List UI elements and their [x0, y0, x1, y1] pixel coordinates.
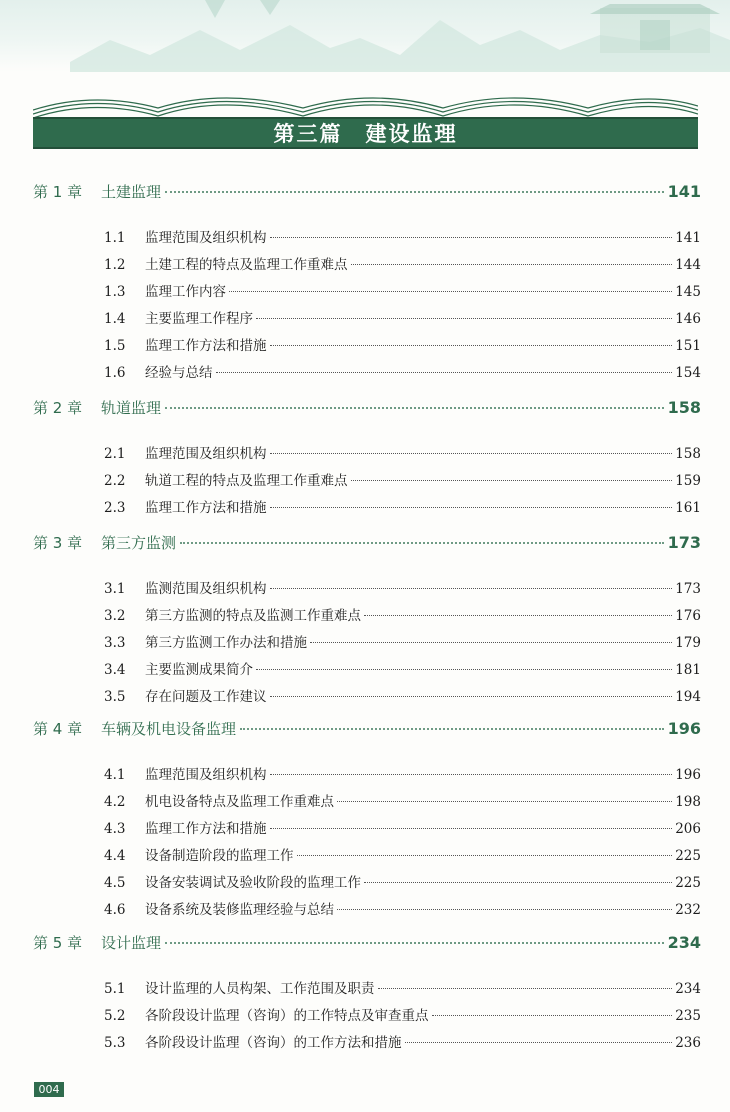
- cityscape-illustration: [0, 0, 730, 72]
- section-number: 3.5: [104, 689, 126, 705]
- chapter-page: 141: [667, 182, 701, 201]
- toc-section-row[interactable]: [104, 844, 701, 866]
- chapter-number: 第 4 章: [33, 720, 83, 738]
- toc-chapter-row[interactable]: [33, 932, 701, 956]
- chapter-page: 173: [667, 533, 701, 552]
- section-title: 监理工作方法和措施: [145, 338, 267, 354]
- dot-leader: [364, 615, 672, 616]
- section-page: 196: [675, 767, 701, 783]
- dot-leader: [270, 696, 673, 697]
- dot-leader: [297, 855, 673, 856]
- toc-chapter-row[interactable]: [33, 181, 701, 205]
- section-title: 第三方监测工作办法和措施: [145, 635, 307, 651]
- section-title: 机电设备特点及监理工作重难点: [145, 794, 334, 810]
- section-page: 144: [675, 257, 701, 273]
- toc-chapter-row[interactable]: [33, 397, 701, 421]
- dot-leader: [256, 669, 672, 670]
- toc-section-row[interactable]: [104, 442, 701, 464]
- section-number: 3.3: [104, 635, 126, 651]
- toc-section-row[interactable]: [104, 226, 701, 248]
- dot-leader: [405, 1042, 673, 1043]
- dot-leader: [378, 988, 673, 989]
- dot-leader: [270, 345, 673, 346]
- section-number: 3.1: [104, 581, 126, 597]
- section-number: 1.1: [104, 230, 126, 246]
- toc-section-row[interactable]: [104, 1004, 701, 1026]
- section-number: 3.2: [104, 608, 126, 624]
- dot-leader: [270, 828, 673, 829]
- section-title: 各阶段设计监理（咨询）的工作方法和措施: [145, 1035, 402, 1051]
- section-page: 151: [675, 338, 701, 354]
- section-title: 监理范围及组织机构: [145, 767, 267, 783]
- chapter-page: 158: [667, 398, 701, 417]
- chapter-page: 196: [667, 719, 701, 738]
- section-page: 235: [675, 1008, 701, 1024]
- section-number: 2.3: [104, 500, 126, 516]
- chapter-number: 第 2 章: [33, 399, 83, 417]
- section-page: 176: [675, 608, 701, 624]
- section-page: 234: [675, 981, 701, 997]
- section-title: 监理工作内容: [145, 284, 226, 300]
- toc-section-row[interactable]: [104, 685, 701, 707]
- toc-section-row[interactable]: [104, 1031, 701, 1053]
- dot-leader: [165, 191, 664, 193]
- toc-section-row[interactable]: [104, 253, 701, 275]
- chapter-number: 第 1 章: [33, 183, 83, 201]
- section-number: 1.3: [104, 284, 126, 300]
- chapter-number: 第 5 章: [33, 934, 83, 952]
- part-title-banner: [33, 92, 698, 154]
- dot-leader: [229, 291, 672, 292]
- section-number: 1.5: [104, 338, 126, 354]
- toc-section-row[interactable]: [104, 469, 701, 491]
- dot-leader: [180, 542, 664, 544]
- part-title-bar: [33, 117, 698, 149]
- section-page: 158: [675, 446, 701, 462]
- toc-section-row[interactable]: [104, 898, 701, 920]
- dot-leader: [270, 774, 673, 775]
- chapter-title: 轨道监理: [101, 399, 162, 417]
- dot-leader: [270, 453, 673, 454]
- toc-chapter-row[interactable]: [33, 718, 701, 742]
- toc-section-row[interactable]: [104, 280, 701, 302]
- dot-leader: [270, 507, 673, 508]
- toc-section-row[interactable]: [104, 763, 701, 785]
- dot-leader: [364, 882, 672, 883]
- section-page: 145: [675, 284, 701, 300]
- toc-section-row[interactable]: [104, 361, 701, 383]
- section-page: 181: [675, 662, 701, 678]
- dot-leader: [165, 407, 664, 409]
- section-number: 1.4: [104, 311, 126, 327]
- section-title: 监理范围及组织机构: [145, 230, 267, 246]
- section-title: 经验与总结: [145, 365, 213, 381]
- dot-leader: [337, 909, 672, 910]
- section-number: 1.6: [104, 365, 126, 381]
- section-title: 土建工程的特点及监理工作重难点: [145, 257, 348, 273]
- dot-leader: [216, 372, 673, 373]
- section-title: 监测范围及组织机构: [145, 581, 267, 597]
- section-number: 2.2: [104, 473, 126, 489]
- section-title: 主要监测成果简介: [145, 662, 253, 678]
- section-number: 5.1: [104, 981, 126, 997]
- section-title: 监理范围及组织机构: [145, 446, 267, 462]
- section-title: 轨道工程的特点及监理工作重难点: [145, 473, 348, 489]
- chapter-title: 第三方监测: [101, 534, 177, 552]
- section-page: 236: [675, 1035, 701, 1051]
- dot-leader: [351, 264, 673, 265]
- toc-section-row[interactable]: [104, 496, 701, 518]
- toc-section-row[interactable]: [104, 631, 701, 653]
- chapter-title: 车辆及机电设备监理: [101, 720, 237, 738]
- section-title: 监理工作方法和措施: [145, 500, 267, 516]
- section-title: 设备系统及装修监理经验与总结: [145, 902, 334, 918]
- section-page: 225: [675, 848, 701, 864]
- dot-leader: [270, 588, 673, 589]
- section-number: 4.5: [104, 875, 126, 891]
- section-number: 5.2: [104, 1008, 126, 1024]
- section-title: 监理工作方法和措施: [145, 821, 267, 837]
- section-page: 194: [675, 689, 701, 705]
- dot-leader: [310, 642, 672, 643]
- section-number: 4.6: [104, 902, 126, 918]
- section-page: 141: [675, 230, 701, 246]
- chapter-page: 234: [667, 933, 701, 952]
- dot-leader: [165, 942, 664, 944]
- section-title: 主要监理工作程序: [145, 311, 253, 327]
- header-decoration: [0, 0, 730, 72]
- dot-leader: [240, 728, 664, 730]
- section-page: 161: [675, 500, 701, 516]
- section-page: 173: [675, 581, 701, 597]
- dot-leader: [351, 480, 673, 481]
- section-page: 179: [675, 635, 701, 651]
- chapter-title: 土建监理: [101, 183, 162, 201]
- section-page: 154: [675, 365, 701, 381]
- toc-section-row[interactable]: [104, 334, 701, 356]
- toc-section-row[interactable]: [104, 658, 701, 680]
- section-number: 4.1: [104, 767, 126, 783]
- section-page: 159: [675, 473, 701, 489]
- section-title: 第三方监测的特点及监测工作重难点: [145, 608, 361, 624]
- section-page: 198: [675, 794, 701, 810]
- section-page: 206: [675, 821, 701, 837]
- section-number: 4.2: [104, 794, 126, 810]
- dot-leader: [256, 318, 672, 319]
- toc-chapter-row[interactable]: [33, 532, 701, 556]
- section-page: 225: [675, 875, 701, 891]
- dot-leader: [270, 237, 673, 238]
- chapter-number: 第 3 章: [33, 534, 83, 552]
- chapter-title: 设计监理: [101, 934, 162, 952]
- dot-leader: [337, 801, 672, 802]
- dot-leader: [432, 1015, 673, 1016]
- section-page: 232: [675, 902, 701, 918]
- section-page: 146: [675, 311, 701, 327]
- section-number: 3.4: [104, 662, 126, 678]
- toc-section-row[interactable]: [104, 817, 701, 839]
- section-number: 2.1: [104, 446, 126, 462]
- toc-section-row[interactable]: [104, 577, 701, 599]
- page-number: 004: [34, 1082, 64, 1097]
- section-number: 4.3: [104, 821, 126, 837]
- toc-section-row[interactable]: [104, 977, 701, 999]
- section-title: 设备制造阶段的监理工作: [145, 848, 294, 864]
- section-title: 设计监理的人员构架、工作范围及职责: [145, 981, 375, 997]
- toc-section-row[interactable]: [104, 604, 701, 626]
- section-title: 各阶段设计监理（咨询）的工作特点及审查重点: [145, 1008, 429, 1024]
- toc-section-row[interactable]: [104, 790, 701, 812]
- section-title: 设备安装调试及验收阶段的监理工作: [145, 875, 361, 891]
- part-title: 第三篇 建设监理: [273, 121, 458, 146]
- toc-section-row[interactable]: [104, 871, 701, 893]
- section-number: 1.2: [104, 257, 126, 273]
- section-number: 5.3: [104, 1035, 126, 1051]
- section-title: 存在问题及工作建议: [145, 689, 267, 705]
- section-number: 4.4: [104, 848, 126, 864]
- toc-section-row[interactable]: [104, 307, 701, 329]
- wave-ornament: [33, 92, 698, 120]
